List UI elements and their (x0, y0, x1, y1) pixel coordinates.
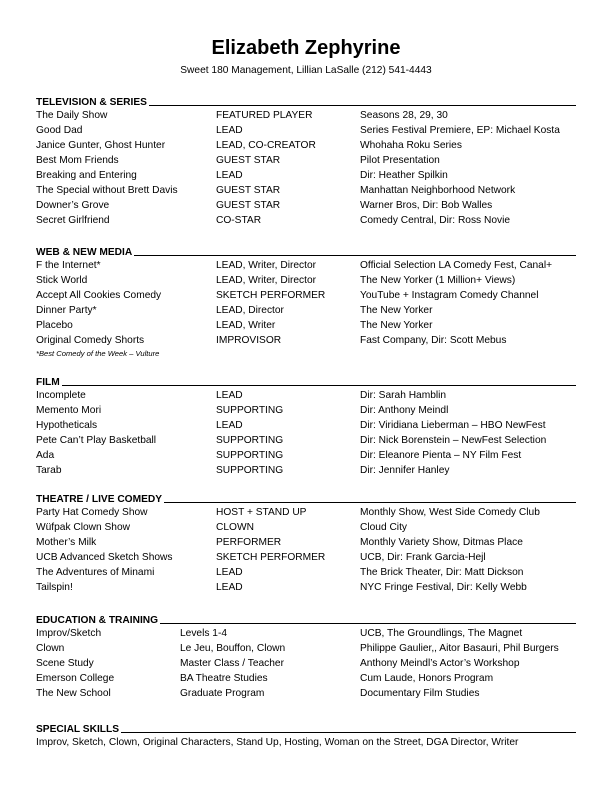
credit-title: Wüfpak Clown Show (36, 522, 130, 533)
credit-title: Hypotheticals (36, 420, 98, 431)
credit-title: Secret Girlfriend (36, 215, 110, 226)
credit-row (36, 153, 576, 168)
section-title: THEATRE / LIVE COMEDY (36, 494, 163, 505)
credit-role: Levels 1-4 (180, 628, 228, 639)
credit-role: SKETCH PERFORMER (216, 290, 326, 301)
section-rule (121, 732, 576, 733)
section-rule (149, 105, 576, 106)
credit-row (36, 318, 576, 333)
section-education (36, 612, 576, 701)
credit-role: FEATURED PLAYER (216, 110, 313, 121)
credit-row (36, 123, 576, 138)
credit-row (36, 656, 576, 671)
credit-row (36, 448, 576, 463)
credit-row (36, 183, 576, 198)
credit-role: SUPPORTING (216, 465, 284, 476)
credit-title: Clown (36, 643, 65, 654)
credit-venue: YouTube + Instagram Comedy Channel (360, 290, 539, 301)
credit-title: Improv/Sketch (36, 628, 102, 639)
credit-title: Placebo (36, 320, 73, 331)
section-title: TELEVISION & SERIES (36, 97, 147, 108)
section-header (36, 374, 576, 388)
credit-venue: The New Yorker (1 Million+ Views) (360, 275, 516, 286)
credit-venue: UCB, Dir: Frank Garcia-Hejl (360, 552, 486, 563)
credit-venue: Seasons 28, 29, 30 (360, 110, 448, 121)
credit-row (36, 168, 576, 183)
credit-title: Original Comedy Shorts (36, 335, 145, 346)
section-header (36, 491, 576, 505)
credit-title: Incomplete (36, 390, 86, 401)
section-title: WEB & NEW MEDIA (36, 247, 133, 258)
credit-venue: Dir: Jennifer Hanley (360, 465, 450, 476)
credit-venue: Dir: Viridiana Lieberman – HBO NewFest (360, 420, 546, 431)
credit-role: Master Class / Teacher (180, 658, 284, 669)
credit-role: CLOWN (216, 522, 254, 533)
credit-venue: Dir: Heather Spilkin (360, 170, 448, 181)
credit-row (36, 463, 576, 478)
credit-row (36, 433, 576, 448)
credit-title: Tailspin! (36, 582, 73, 593)
credit-role: Le Jeu, Bouffon, Clown (180, 643, 286, 654)
credit-venue: Philippe Gaulier,, Aitor Basauri, Phil Burgers (360, 643, 559, 654)
credit-row (36, 641, 576, 656)
contact-line: Sweet 180 Management, Lillian LaSalle (212) 541-4443 (180, 65, 432, 76)
section-web-new-media (36, 244, 576, 360)
credit-role: GUEST STAR (216, 155, 281, 166)
credit-role: LEAD (216, 170, 243, 181)
credit-venue: Pilot Presentation (360, 155, 440, 166)
credit-venue: Whohaha Roku Series (360, 140, 462, 151)
credit-row (36, 520, 576, 535)
credit-row (36, 388, 576, 403)
credit-list (36, 388, 576, 478)
credit-title: Ada (36, 450, 55, 461)
credit-venue: Series Festival Premiere, EP: Michael Kosta (360, 125, 560, 136)
section-special-skills (36, 721, 576, 750)
credit-role: GUEST STAR (216, 185, 281, 196)
credit-role: Graduate Program (180, 688, 265, 699)
credit-venue: Comedy Central, Dir: Ross Novie (360, 215, 511, 226)
credit-venue: Monthly Variety Show, Ditmas Place (360, 537, 523, 548)
credit-row (36, 535, 576, 550)
credit-list (36, 258, 576, 348)
credit-title: Downer’s Grove (36, 200, 110, 211)
section-title: EDUCATION & TRAINING (36, 615, 159, 626)
section-header (36, 612, 576, 626)
section-television (36, 94, 576, 228)
credit-row (36, 550, 576, 565)
credit-venue: Fast Company, Dir: Scott Mebus (360, 335, 507, 346)
credit-title: Pete Can’t Play Basketball (36, 435, 157, 446)
section-title: SPECIAL SKILLS (36, 724, 120, 735)
section-theatre (36, 491, 576, 595)
credit-venue: Cloud City (360, 522, 407, 533)
section-rule (134, 255, 576, 256)
credit-title: The New School (36, 688, 111, 699)
credit-venue: Cum Laude, Honors Program (360, 673, 494, 684)
credit-venue: Dir: Sarah Hamblin (360, 390, 447, 401)
credit-title: Mother’s Milk (36, 537, 97, 548)
credit-row (36, 626, 576, 641)
credit-title: F the Internet* (36, 260, 101, 271)
credit-role: LEAD, Writer, Director (216, 260, 317, 271)
credit-row (36, 686, 576, 701)
credit-row (36, 565, 576, 580)
skills-text: Improv, Sketch, Clown, Original Characters, Stand Up, Hosting, Woman on the Street, DGA Director, Writer (36, 737, 519, 748)
credit-role: BA Theatre Studies (180, 673, 268, 684)
credit-list (36, 505, 576, 595)
credit-title: Best Mom Friends (36, 155, 119, 166)
credit-role: LEAD (216, 567, 243, 578)
credit-title: Memento Mori (36, 405, 102, 416)
credit-title: The Adventures of Minami (36, 567, 155, 578)
section-header (36, 721, 576, 735)
credit-role: SUPPORTING (216, 405, 284, 416)
credit-role: HOST + STAND UP (216, 507, 307, 518)
credit-list (36, 108, 576, 228)
credit-role: LEAD (216, 125, 243, 136)
credit-role: LEAD (216, 420, 243, 431)
section-header (36, 244, 576, 258)
credit-venue: Dir: Nick Borenstein – NewFest Selection (360, 435, 547, 446)
section-header (36, 94, 576, 108)
credit-title: The Special without Brett Davis (36, 185, 178, 196)
credit-role: PERFORMER (216, 537, 282, 548)
credit-row (36, 273, 576, 288)
section-rule (164, 502, 576, 503)
credit-title: Tarab (36, 465, 62, 476)
credit-row (36, 258, 576, 273)
credit-role: GUEST STAR (216, 200, 281, 211)
credit-title: UCB Advanced Sketch Shows (36, 552, 173, 563)
credit-venue: UCB, The Groundlings, The Magnet (360, 628, 523, 639)
credit-venue: Warner Bros, Dir: Bob Walles (360, 200, 493, 211)
credit-venue: Official Selection LA Comedy Fest, Canal+ (360, 260, 553, 271)
credit-title: Janice Gunter, Ghost Hunter (36, 140, 166, 151)
section-rule (160, 623, 576, 624)
credit-list (36, 626, 576, 701)
credit-row (36, 288, 576, 303)
credit-role: SUPPORTING (216, 450, 284, 461)
credit-title: Emerson College (36, 673, 115, 684)
credit-role: LEAD (216, 582, 243, 593)
credit-row (36, 580, 576, 595)
credit-row (36, 333, 576, 348)
credit-venue: Dir: Eleanore Pienta – NY Film Fest (360, 450, 522, 461)
credit-role: LEAD, Director (216, 305, 284, 316)
credit-title: Accept All Cookies Comedy (36, 290, 162, 301)
footnote: *Best Comedy of the Week – Vulture (36, 349, 160, 358)
credit-row (36, 403, 576, 418)
credit-row (36, 505, 576, 520)
credit-row (36, 303, 576, 318)
credit-role: LEAD (216, 390, 243, 401)
credit-venue: Dir: Anthony Meindl (360, 405, 449, 416)
credit-venue: The New Yorker (360, 305, 433, 316)
credit-row (36, 213, 576, 228)
actor-name: Elizabeth Zephyrine (211, 37, 401, 59)
credit-role: SKETCH PERFORMER (216, 552, 326, 563)
credit-row (36, 198, 576, 213)
section-film (36, 374, 576, 478)
section-rule (62, 385, 576, 386)
credit-role: SUPPORTING (216, 435, 284, 446)
credit-role: IMPROVISOR (216, 335, 282, 346)
credit-row (36, 418, 576, 433)
credit-venue: Monthly Show, West Side Comedy Club (360, 507, 540, 518)
credit-venue: Anthony Meindl’s Actor’s Workshop (360, 658, 520, 669)
credit-venue: The New Yorker (360, 320, 433, 331)
credit-title: Dinner Party* (36, 305, 97, 316)
credit-venue: Documentary Film Studies (360, 688, 480, 699)
credit-role: CO-STAR (216, 215, 262, 226)
credit-title: Good Dad (36, 125, 83, 136)
credit-role: LEAD, Writer (216, 320, 276, 331)
credit-venue: NYC Fringe Festival, Dir: Kelly Webb (360, 582, 527, 593)
credit-row (36, 671, 576, 686)
credit-title: Stick World (36, 275, 88, 286)
credit-title: Breaking and Entering (36, 170, 137, 181)
credit-venue: Manhattan Neighborhood Network (360, 185, 516, 196)
credit-title: The Daily Show (36, 110, 108, 121)
credit-role: LEAD, CO-CREATOR (216, 140, 316, 151)
credit-title: Party Hat Comedy Show (36, 507, 148, 518)
credit-row (36, 138, 576, 153)
section-title: FILM (36, 377, 60, 388)
credit-row (36, 108, 576, 123)
credit-title: Scene Study (36, 658, 94, 669)
credit-role: LEAD, Writer, Director (216, 275, 317, 286)
credit-venue: The Brick Theater, Dir: Matt Dickson (360, 567, 524, 578)
